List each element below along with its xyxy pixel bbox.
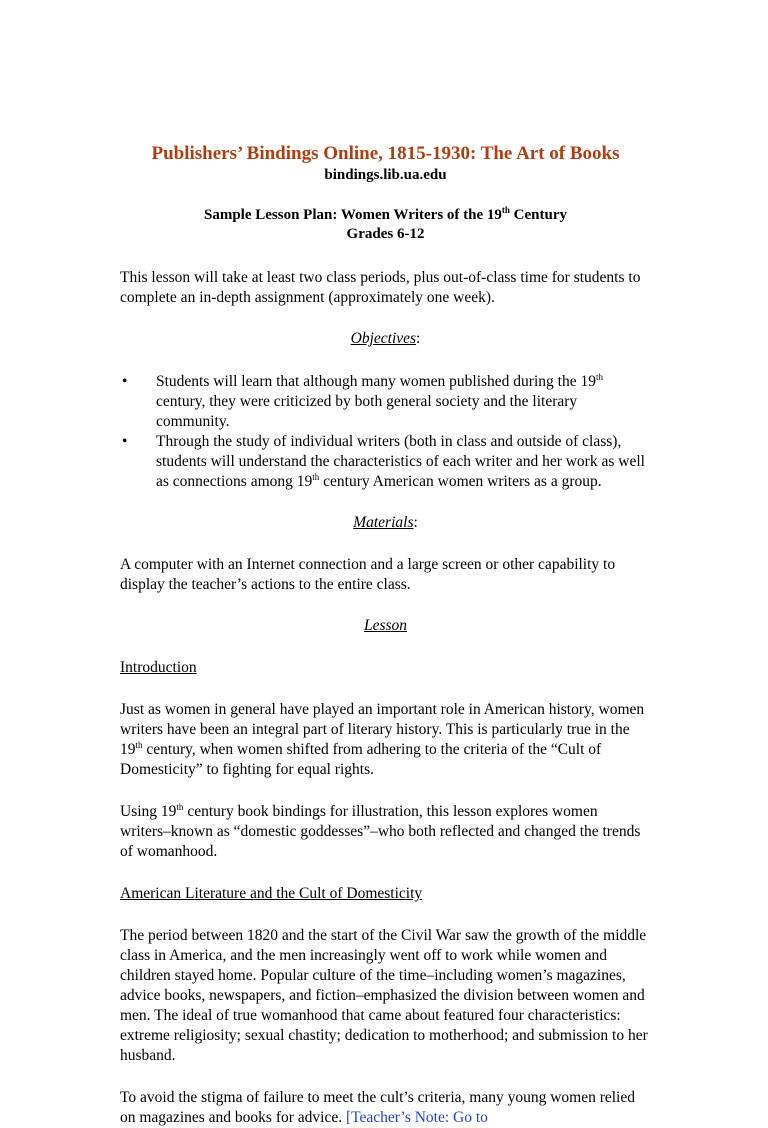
intro-p1-text-cont: century, when women shifted from adhering to the criteria of the “Cult of Domesticity” to fighting for equal rights. — [120, 741, 602, 778]
cult-heading: American Literature and the Cult of Domesticity — [120, 885, 423, 902]
materials-heading-text: Materials — [353, 514, 414, 531]
materials-heading — [120, 513, 651, 533]
list-item — [120, 372, 651, 432]
introduction-paragraph-2 — [120, 802, 651, 862]
page-title: Publishers’ Bindings Online, 1815-1930: The Art of Books — [151, 143, 620, 164]
intro-p2-text-cont: century book bindings for illustration, this lesson explores women writers–known as “domestic goddesses”–who both reflected and changed the trends of womanhood. — [120, 803, 641, 860]
objective-text: Students will learn that although many women published during the 19 — [156, 373, 596, 390]
intro-p2-superscript: th — [176, 801, 184, 812]
grades-label: Grades 6-12 — [346, 226, 425, 242]
lesson-heading — [120, 616, 651, 636]
bullet-icon: • — [122, 373, 128, 390]
cult-paragraph-1: The period between 1820 and the start of the Civil War saw the growth of the middle class in America, and the men increasingly went off to work while women and children stayed home. Popular culture of the time–including women’s magazines, advice books, newspapers, and fiction–emphasized the division between women and men. The ideal of true womanhood that came about featured four characteristics: extreme religiosity; sexual chastity; dedication to motherhood; and submission to her husband. — [120, 927, 648, 1064]
lesson-heading-text: Lesson — [363, 617, 408, 634]
materials-heading-colon: : — [413, 514, 418, 531]
materials-paragraph: A computer with an Internet connection and a large screen or other capability to display the teacher’s actions to the entire class. — [120, 556, 616, 593]
objective-text-cont: century, they were criticized by both general society and the literary community. — [156, 393, 578, 430]
introduction-heading: Introduction — [120, 659, 197, 676]
intro-paragraph: This lesson will take at least two class periods, plus out-of-class time for students to complete an in-depth assignment (approximately one week). — [120, 269, 641, 306]
cult-paragraph-2 — [120, 1088, 651, 1128]
bullet-icon: • — [122, 433, 128, 450]
objective-text: Through the study of individual writers (both in class and outside of class), students will understand the characteristics of each writer and her work as well as connections among 19 — [156, 433, 645, 490]
introduction-paragraph-1 — [120, 700, 651, 780]
intro-p1-superscript: th — [135, 739, 143, 750]
objectives-heading-colon: : — [416, 330, 421, 347]
objective-superscript: th — [595, 371, 603, 382]
objectives-list — [120, 372, 651, 492]
plan-title-suffix: Century — [509, 207, 567, 223]
list-item — [120, 432, 651, 492]
objectives-heading — [120, 329, 651, 349]
objective-text-cont: century American women writers as a group. — [319, 473, 602, 490]
cult-p2-text: To avoid the stigma of failure to meet the cult’s criteria, many young women relied on magazines and books for advice. — [120, 1089, 635, 1126]
site-url: bindings.lib.ua.edu — [324, 167, 447, 183]
plan-title-superscript: th — [501, 205, 510, 215]
lesson-plan-title — [120, 206, 651, 225]
teacher-note: [Teacher’s Note: Go to — [345, 1109, 488, 1126]
intro-p1-text: Just as women in general have played an important role in American history, women writers have been an integral part of literary history. This is particularly true in the 19 — [120, 701, 645, 758]
intro-p2-text: Using 19 — [120, 803, 177, 820]
objectives-heading-text: Objectives — [350, 330, 417, 347]
plan-title-text: Sample Lesson Plan: Women Writers of the 19 — [203, 207, 502, 223]
objective-superscript: th — [312, 471, 320, 482]
